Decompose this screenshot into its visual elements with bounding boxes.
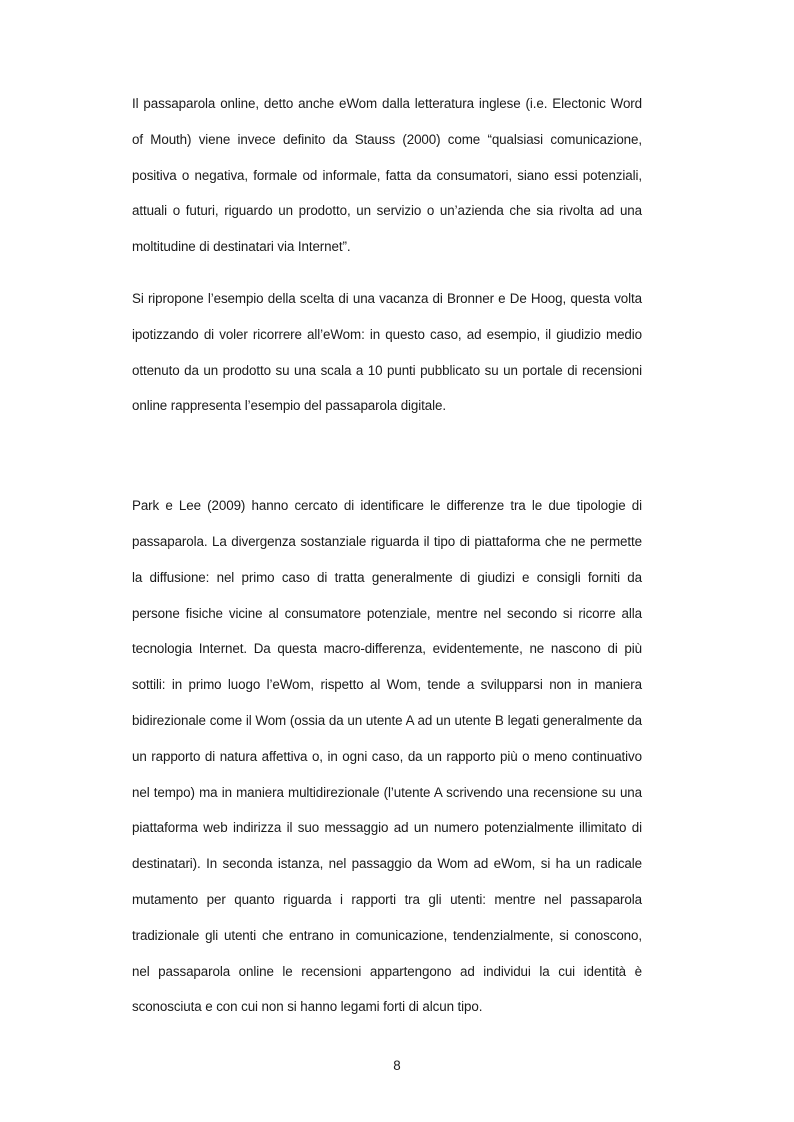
paragraph-ewom-definition: Il passaparola online, detto anche eWom dalla letteratura inglese (i.e. Electonic Word of Mouth) viene invece definito da Stauss (2000) come “qualsiasi comunicazione, positiva o negativa, formale od informale, fatta da consumatori, siano essi potenziali, attuali o futuri, riguardo un prodotto, un servizio o un’azienda che sia rivolta ad una moltitudine di destinatari via Internet”. (132, 96, 642, 255)
document-body (132, 86, 642, 1025)
page-number: 8 (393, 1058, 401, 1073)
paragraph-park-lee-differences: Park e Lee (2009) hanno cercato di identificare le differenze tra le due tipologie di passaparola. La divergenza sostanziale riguarda il tipo di piattaforma che ne permette la diffusione: nel primo caso di tratta generalmente di giudizi e consigli forniti da persone fisiche vicine al consumatore potenziale, mentre nel secondo si ricorre alla tecnologia Internet. Da questa macro-differenza, evidentemente, ne nascono di più sottili: in primo luogo l’eWom, rispetto al Wom, tende a svilupparsi non in maniera bidirezionale come il Wom (ossia da un utente A ad un utente B legati generalmente da un rapporto di natura affettiva o, in ogni caso, da un rapporto più o meno continuativo nel tempo) ma in maniera multidirezionale (l’utente A scrivendo una recensione su una piattaforma web indirizza il suo messaggio ad un numero potenzialmente illimitato di destinatari). In seconda istanza, nel passaggio da Wom ad eWom, si ha un radicale mutamento per quanto riguarda i rapporti tra gli utenti: mentre nel passaparola tradizionale gli utenti che entrano in comunicazione, tendenzialmente, si conoscono, nel passaparola online le recensioni appartengono ad individui la cui identità è sconosciuta e con cui non si hanno legami forti di alcun tipo. (132, 498, 642, 1015)
paragraph-vacation-example: Si ripropone l’esempio della scelta di una vacanza di Bronner e De Hoog, questa volta ipotizzando di voler ricorrere all’eWom: in questo caso, ad esempio, il giudizio medio ottenuto da un prodotto su una scala a 10 punti pubblicato su un portale di recensioni online rappresenta l’esempio del passaparola digitale. (132, 290, 642, 414)
